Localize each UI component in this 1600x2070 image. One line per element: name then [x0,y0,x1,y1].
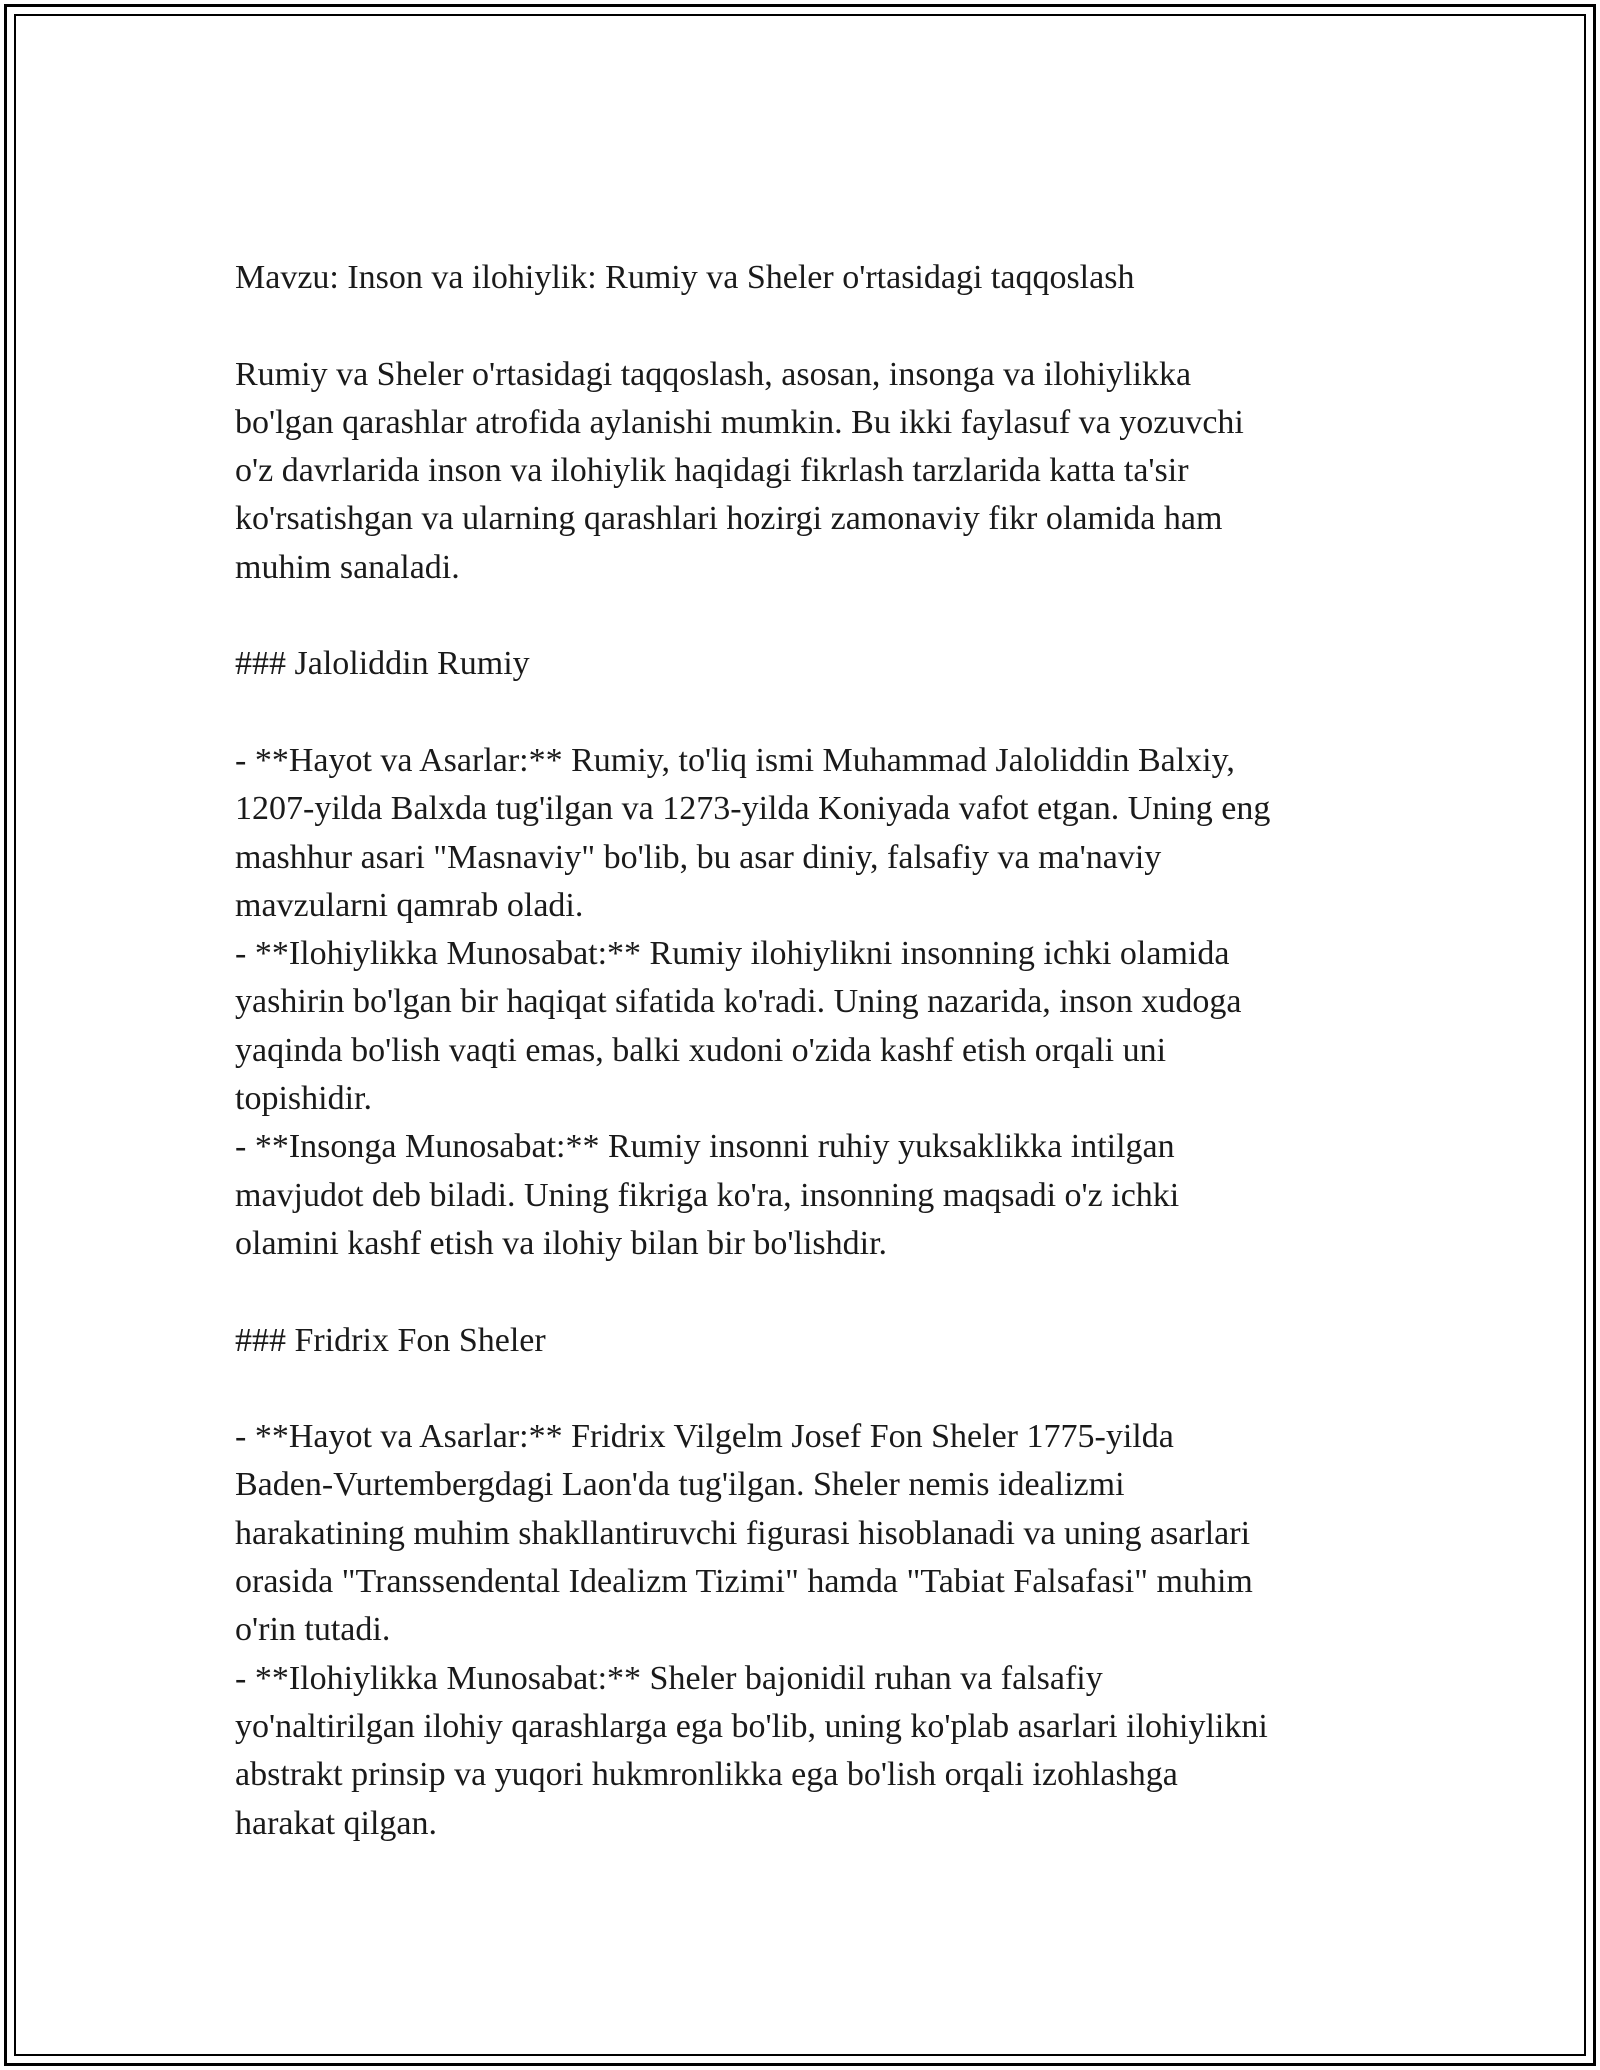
rumiy-line: 1207-yilda Balxda tug'ilgan va 1273-yilda Koniyada vafot etgan. Uning eng [235,790,1271,828]
blank-line [235,592,1365,640]
rumiy-line: mashhur asari "Masnaviy" bo'lib, bu asar diniy, falsafiy va ma'naviy [235,838,1162,876]
sheler-line: harakat qilgan. [235,1804,438,1842]
sheler-line: yo'naltirilgan ilohiy qarashlarga ega bo'lib, uning ko'plab asarlari ilohiylikni [235,1707,1268,1745]
sheler-line: Baden-Vurtembergdagi Laon'da tug'ilgan. Sheler nemis idealizmi [235,1466,1125,1504]
rumiy-line: - **Insonga Munosabat:** Rumiy insonni ruhiy yuksaklikka intilgan [235,1128,1175,1166]
document-title: Mavzu: Inson va ilohiylik: Rumiy va Sheler o'rtasidagi taqqoslash [235,259,1135,296]
section-heading-rumiy: ### Jaloliddin Rumiy [235,645,530,683]
intro-line: o'z davrlarida inson va ilohiylik haqidagi fikrlash tarzlarida katta ta'sir [235,452,1189,490]
sheler-line: - **Ilohiylikka Munosabat:** Sheler bajonidil ruhan va falsafiy [235,1659,1103,1697]
blank-line [235,302,1365,350]
rumiy-line: - **Ilohiylikka Munosabat:** Rumiy ilohiylikni insonning ichki olamida [235,935,1230,973]
blank-line [235,689,1365,737]
rumiy-line: - **Hayot va Asarlar:** Rumiy, to'liq ismi Muhammad Jaloliddin Balxiy, [235,741,1235,779]
rumiy-line: mavzularni qamrab oladi. [235,886,584,924]
section-heading-sheler: ### Fridrix Fon Sheler [235,1321,546,1359]
rumiy-line: topishidir. [235,1080,372,1118]
intro-line: bo'lgan qarashlar atrofida aylanishi mumkin. Bu ikki faylasuf va yozuvchi [235,403,1244,441]
sheler-line: orasida "Transsendental Idealizm Tizimi" hamda "Tabiat Falsafasi" muhim [235,1563,1253,1601]
rumiy-line: olamini kashf etish va ilohiy bilan bir bo'lishdir. [235,1224,888,1262]
intro-line: muhim sanaladi. [235,548,460,586]
blank-line [235,1365,1365,1413]
sheler-line: o'rin tutadi. [235,1611,391,1649]
document-body [235,254,1365,1848]
rumiy-line: yashirin bo'lgan bir haqiqat sifatida ko'radi. Uning nazarida, inson xudoga [235,983,1242,1021]
sheler-line: - **Hayot va Asarlar:** Fridrix Vilgelm Josef Fon Sheler 1775-yilda [235,1418,1174,1456]
intro-line: ko'rsatishgan va ularning qarashlari hozirgi zamonaviy fikr olamida ham [235,500,1223,538]
sheler-line: harakatining muhim shakllantiruvchi figurasi hisoblanadi va uning asarlari [235,1514,1251,1552]
intro-line: Rumiy va Sheler o'rtasidagi taqqoslash, asosan, insonga va ilohiylikka [235,355,1192,393]
rumiy-line: mavjudot deb biladi. Uning fikriga ko'ra, insonning maqsadi o'z ichki [235,1176,1180,1214]
sheler-line: abstrakt prinsip va yuqori hukmronlikka ega bo'lish orqali izohlashga [235,1756,1178,1794]
blank-line [235,1268,1365,1316]
rumiy-line: yaqinda bo'lish vaqti emas, balki xudoni o'zida kashf etish orqali uni [235,1031,1167,1069]
